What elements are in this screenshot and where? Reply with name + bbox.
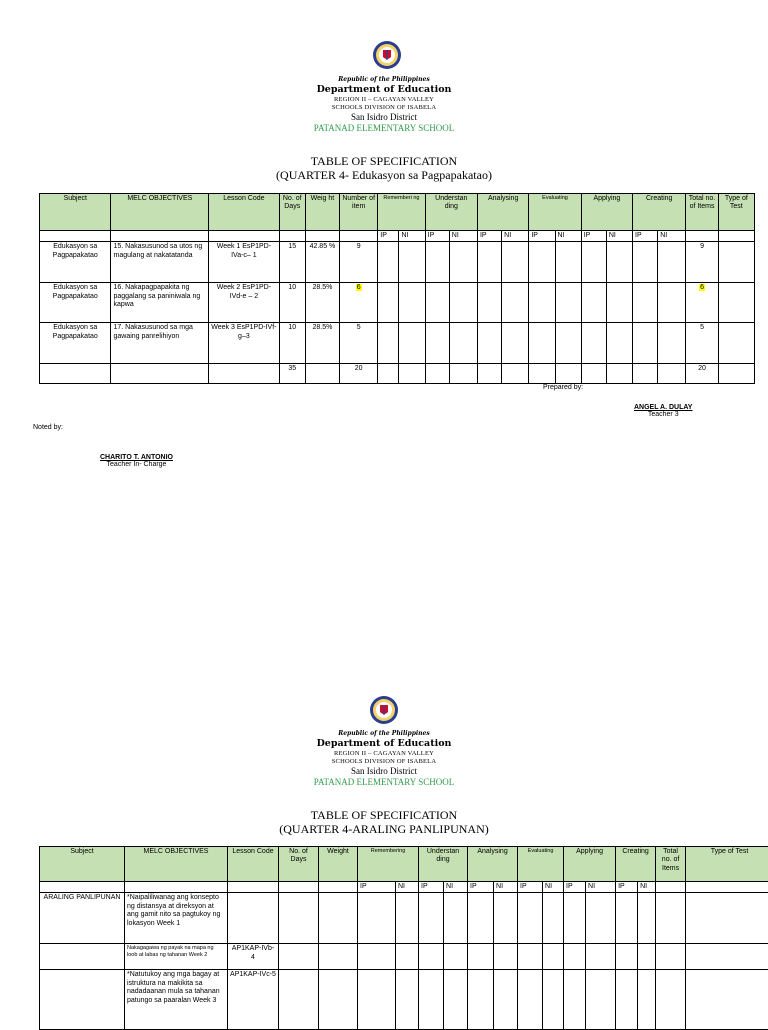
row-days: 15 [279, 242, 305, 283]
letterhead [0, 731, 768, 787]
row-melc: Nakagagawa ng payak na mapa ng loob at labas ng tahanan Week 2 [125, 944, 228, 970]
title: TABLE OF SPECIFICATION [0, 154, 768, 168]
subtitle: (QUARTER 4- Edukasyon sa Pagpapakatao) [0, 168, 768, 182]
deped-seal-logo [369, 695, 399, 725]
ip-label: IP [529, 231, 555, 242]
school-name: PATANAD ELEMENTARY SCHOOL [0, 124, 768, 133]
col-evaluating: Evaluating [529, 194, 581, 231]
noter-name: CHARITO T. ANTONIO [100, 454, 173, 461]
col-understanding: Understan ding [425, 194, 477, 231]
ni-label: NI [444, 882, 468, 893]
row-items-highlight: 6 [356, 284, 362, 291]
ni-label: NI [555, 231, 581, 242]
row-subject: ARALING PANLIPUNAN [40, 893, 125, 944]
region-text: REGION II – CAGAYAN VALLEY [0, 97, 768, 104]
row-items: 5 [340, 323, 378, 364]
ip-label: IP [518, 882, 543, 893]
noter-signature [100, 454, 173, 468]
row-lesson-code [228, 893, 279, 944]
noted-by-label: Noted by: [33, 424, 63, 431]
ni-label: NI [586, 882, 616, 893]
preparer-signature [634, 404, 692, 418]
district-text: San Isidro District [0, 113, 768, 122]
subtitle: (QUARTER 4-ARALING PANLIPUNAN) [0, 822, 768, 836]
row-lesson-code: Week 2 EsP1PD-IVd-e – 2 [209, 283, 279, 323]
row-subject [40, 944, 125, 970]
ip-label: IP [378, 231, 399, 242]
table-row [40, 242, 755, 283]
col-weight: Weig ht [305, 194, 339, 231]
col-creating: Creating [633, 194, 686, 231]
row-total: 9 [686, 242, 718, 283]
col-melc: MELC OBJECTIVES [111, 194, 209, 231]
deped-seal-logo [372, 40, 402, 70]
col-applying: Applying [564, 847, 616, 882]
ni-label: NI [502, 231, 529, 242]
row-items: 9 [340, 242, 378, 283]
department-text: Department of Education [0, 739, 768, 749]
col-weight: Weight [319, 847, 358, 882]
ip-label: IP [358, 882, 396, 893]
ni-label: NI [606, 231, 632, 242]
row-lesson-code: AP1KAP-IVb-4 [228, 944, 279, 970]
republic-text: Republic of the Philippines [0, 77, 768, 83]
col-days: No. of Days [279, 847, 319, 882]
row-melc: 16. Nakapagpapakita ng paggalang sa paniniwala ng kapwa [111, 283, 209, 323]
sub-header-row [40, 231, 755, 242]
col-items: Number of item [340, 194, 378, 231]
letterhead [0, 77, 768, 133]
noter-role: Teacher In- Charge [100, 461, 173, 468]
republic-text: Republic of the Philippines [0, 731, 768, 737]
title: TABLE OF SPECIFICATION [0, 808, 768, 822]
ip-label: IP [468, 882, 494, 893]
col-subject: Subject [40, 194, 111, 231]
ni-label: NI [449, 231, 477, 242]
total-days: 35 [279, 364, 305, 384]
col-evaluating: Evaluating [518, 847, 564, 882]
total-items: 20 [340, 364, 378, 384]
row-days: 10 [279, 283, 305, 323]
row-melc: 15. Nakasusunod sa utos ng magulang at nakatatanda [111, 242, 209, 283]
ni-label: NI [396, 882, 419, 893]
col-melc: MELC OBJECTIVES [125, 847, 228, 882]
page-title [0, 154, 768, 182]
row-melc: 17. Nakasusunod sa mga gawaing panrelihiyon [111, 323, 209, 364]
specification-table [39, 846, 768, 1030]
row-subject: Edukasyon sa Pagpapakatao [40, 323, 111, 364]
ip-label: IP [419, 882, 444, 893]
row-days: 10 [279, 323, 305, 364]
ni-label: NI [638, 882, 656, 893]
row-total: 5 [686, 323, 718, 364]
row-subject [40, 970, 125, 1030]
col-analysing: Analysing [468, 847, 518, 882]
preparer-role: Teacher 3 [634, 411, 692, 418]
ip-label: IP [581, 231, 606, 242]
col-type: Type of Test [686, 847, 768, 882]
col-analysing: Analysing [477, 194, 528, 231]
row-lesson-code: Week 1 EsP1PD-IVa-c– 1 [209, 242, 279, 283]
row-weight: 42.85 % [305, 242, 339, 283]
grand-total: 20 [686, 364, 718, 384]
ip-label: IP [477, 231, 501, 242]
ip-label: IP [425, 231, 449, 242]
col-applying: Applying [581, 194, 632, 231]
ni-label: NI [543, 882, 564, 893]
school-name: PATANAD ELEMENTARY SCHOOL [0, 778, 768, 787]
ip-label: IP [616, 882, 638, 893]
preparer-name: ANGEL A. DULAY [634, 404, 692, 411]
table-row [40, 283, 755, 323]
table-row [40, 893, 768, 944]
col-lesson-code: Lesson Code [228, 847, 279, 882]
row-melc: *Natutukoy ang mga bagay at istruktura na makikita sa nadadaanan mula sa tahanan patungo sa paaralan Week 3 [125, 970, 228, 1030]
col-subject: Subject [40, 847, 125, 882]
table-row [40, 323, 755, 364]
division-text: SCHOOLS DIVISION OF ISABELA [0, 759, 768, 766]
col-remembering: Remembering [358, 847, 419, 882]
row-subject: Edukasyon sa Pagpapakatao [40, 242, 111, 283]
ni-label: NI [399, 231, 425, 242]
sub-header-row [40, 882, 768, 893]
page-title [0, 808, 768, 836]
ni-label: NI [658, 231, 686, 242]
row-subject: Edukasyon sa Pagpapakatao [40, 283, 111, 323]
col-lesson-code: Lesson Code [209, 194, 279, 231]
row-weight: 28.5% [305, 283, 339, 323]
col-days: No. of Days [279, 194, 305, 231]
district-text: San Isidro District [0, 767, 768, 776]
table-row [40, 944, 768, 970]
ip-label: IP [564, 882, 586, 893]
region-text: REGION II – CAGAYAN VALLEY [0, 751, 768, 758]
col-creating: Creating [616, 847, 656, 882]
row-lesson-code: AP1KAP-IVc-5 [228, 970, 279, 1030]
row-total-highlight: 6 [699, 284, 705, 291]
department-text: Department of Education [0, 85, 768, 95]
ip-label: IP [633, 231, 658, 242]
col-total: Total no. of Items [656, 847, 686, 882]
table-row [40, 970, 768, 1030]
col-type: Type of Test [718, 194, 754, 231]
prepared-by-label: Prepared by: [543, 384, 583, 391]
row-lesson-code: Week 3 EsP1PD-IVf-g–3 [209, 323, 279, 364]
row-melc: *Naipaliliwanag ang konsepto ng distansya at direksyon at ang gamit nito sa pagtukoy ng lokasyon Week 1 [125, 893, 228, 944]
row-weight: 28.5% [305, 323, 339, 364]
specification-table [39, 193, 755, 384]
division-text: SCHOOLS DIVISION OF ISABELA [0, 105, 768, 112]
col-total: Total no. of Items [686, 194, 718, 231]
totals-row [40, 364, 755, 384]
ni-label: NI [494, 882, 518, 893]
col-understanding: Understan ding [419, 847, 468, 882]
col-remembering: Rememberi ng [378, 194, 425, 231]
